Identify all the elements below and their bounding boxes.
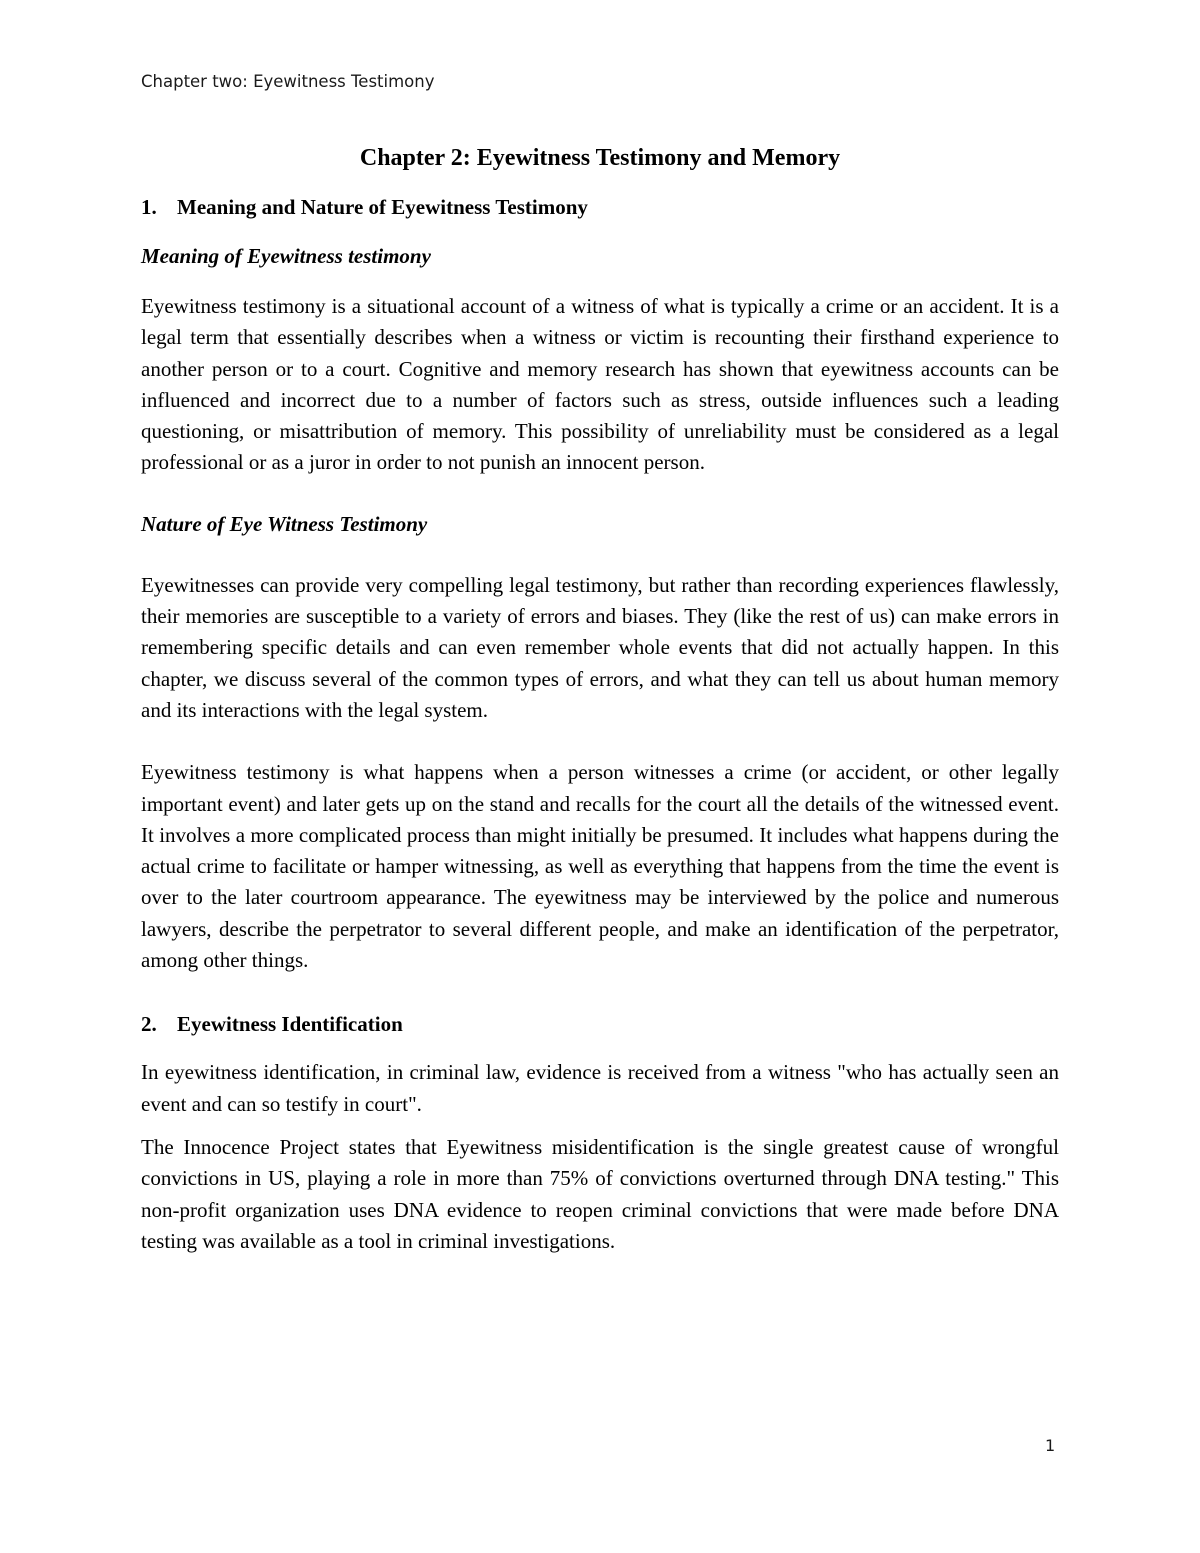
section-title: Meaning and Nature of Eyewitness Testimony <box>177 195 588 219</box>
section-heading <box>141 1009 1059 1040</box>
paragraph: The Innocence Project states that Eyewitness misidentification is the single greatest cause of wrongful convictions in US, playing a role in more than 75% of convictions overturned through DNA testing." This non-profit organization uses DNA evidence to reopen criminal convictions that were made before DNA testing was available as a tool in criminal investigations. <box>141 1134 1059 1253</box>
running-header: Chapter two: Eyewitness Testimony <box>141 72 435 91</box>
section-2 <box>141 1009 1059 1257</box>
paragraph: Eyewitness testimony is a situational account of a witness of what is typically a crime or an accident. It is a legal term that essentially describes when a witness or victim is recounting their firsthand experience to another person or to a court. Cognitive and memory research has shown that eyewitness accounts can be influenced and incorrect due to a number of factors such as stress, outside influences such a leading questioning, or misattribution of memory. This possibility of unreliability must be considered as a legal professional or as a juror in order to not punish an innocent person. <box>141 294 1059 475</box>
section-number: 1. <box>141 195 157 219</box>
document-body <box>141 142 1059 1257</box>
section-heading <box>141 192 1059 223</box>
chapter-title: Chapter 2: Eyewitness Testimony and Memory <box>359 145 841 171</box>
page-number: 1 <box>1045 1436 1056 1455</box>
paragraph: Eyewitness testimony is what happens when a person witnesses a crime (or accident, or other legally important event) and later gets up on the stand and recalls for the court all the details of the witnessed event. It involves a more complicated process than might initially be presumed. It includes what happens during the actual crime to facilitate or hamper witnessing, as well as everything that happens from the time the event is over to the later courtroom appearance. The eyewitness may be interviewed by the police and numerous lawyers, describe the perpetrator to several different people, and make an identification of the perpetrator, among other things. <box>141 760 1059 973</box>
paragraph: In eyewitness identification, in criminal law, evidence is received from a witness "who has actually seen an event and can so testify in court". <box>141 1060 1059 1116</box>
section-number: 2. <box>141 1012 157 1037</box>
subheading-meaning: Meaning of Eyewitness testimony <box>141 244 431 268</box>
section-1 <box>141 192 1059 976</box>
paragraph: Eyewitnesses can provide very compelling legal testimony, but rather than recording experiences flawlessly, their memories are susceptible to a variety of errors and biases. They (like the rest of us) can make errors in remembering specific details and can even remember whole events that did not actually happen. In this chapter, we discuss several of the common types of errors, and what they can tell us about human memory and its interactions with the legal system. <box>141 572 1059 722</box>
subheading-nature: Nature of Eye Witness Testimony <box>141 511 428 536</box>
section-title: Eyewitness Identification <box>177 1012 403 1037</box>
